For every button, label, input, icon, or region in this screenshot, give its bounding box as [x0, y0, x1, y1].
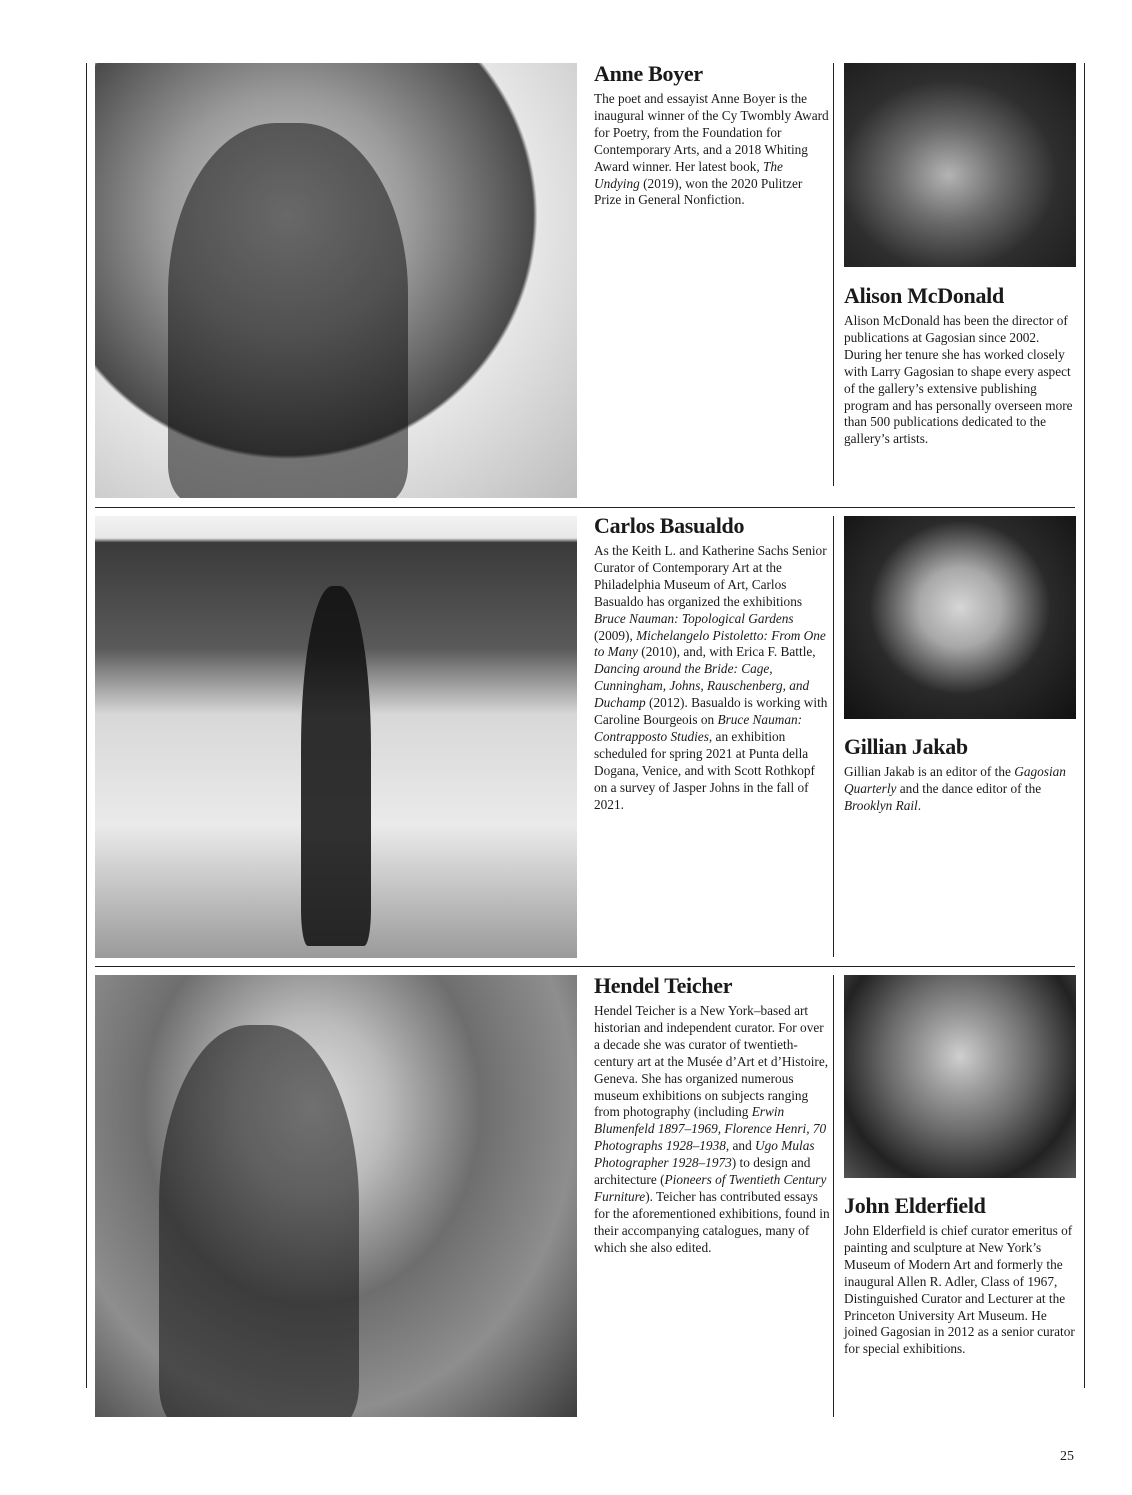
bio-segment: The poet and essayist Anne Boyer is the inaugural winner of the Cy Twombly Award for Poetry, from the Foundation for Contemporary Arts, and a 2018 Whiting Award winner. Her latest book,: [594, 91, 829, 174]
bio-segment: Gillian Jakab is an editor of the: [844, 764, 1015, 779]
work-title: Ugo Mulas Photographer 1928–1973: [594, 1138, 815, 1171]
work-title: Gagosian Quarterly: [844, 764, 1066, 796]
bio-segment: (2019), won the 2020 Pulitzer Prize in General Nonfiction.: [594, 175, 803, 208]
bio-carlos-basualdo: [594, 514, 830, 814]
row-divider: [95, 966, 1075, 967]
bio-segment: ) to design and architecture (: [594, 1155, 811, 1188]
bio-segment: (2010), and, with Erica F. Battle,: [637, 644, 816, 660]
bio-text: [594, 1003, 830, 1257]
bio-text: [844, 764, 1080, 815]
bio-segment: (2009),: [594, 627, 637, 643]
portrait-hendel-teicher: [95, 975, 577, 1417]
bio-john-elderfield: [844, 1194, 1080, 1358]
work-title: Dancing around the Bride: Cage, Cunningham, Johns, Rauschenberg, and Duchamp: [594, 661, 810, 711]
bio-gillian-jakab: [844, 735, 1080, 815]
column-rule: [833, 516, 834, 957]
bio-segment: , an exhibition scheduled for spring 2021 at Punta della Dogana, Venice, and with Scott Rothkopf on a survey of Jasper Johns in the fall of 2021.: [594, 728, 815, 812]
bio-anne-boyer: [594, 62, 830, 209]
bio-text: [844, 313, 1080, 448]
bio-hendel-teicher: [594, 974, 830, 1257]
work-title: The Undying: [594, 158, 783, 191]
bio-segment: .: [917, 797, 922, 813]
portrait-gillian-jakab: [844, 516, 1076, 719]
row-divider: [95, 507, 1075, 508]
person-name: John Elderfield: [844, 1193, 986, 1218]
bio-alison-mcdonald: [844, 284, 1080, 448]
person-name: Gillian Jakab: [844, 734, 968, 759]
work-title: Bruce Nauman: Contrapposto Studies: [594, 712, 803, 744]
person-name: Anne Boyer: [594, 61, 703, 86]
left-column-rule: [86, 63, 87, 1388]
work-title: Brooklyn Rail: [844, 797, 918, 813]
bio-segment: ). Teicher has contributed essays for the aforementioned exhibitions, found in their accompanying catalogues, many of which she also edited.: [594, 1188, 830, 1255]
page-number: 25: [1060, 1449, 1074, 1464]
person-name: Alison McDonald: [844, 283, 1004, 308]
portrait-john-elderfield: [844, 975, 1076, 1178]
work-title: Erwin Blumenfeld 1897–1969, Florence Henri, 70 Photographs 1928–1938: [594, 1104, 827, 1154]
column-rule: [833, 975, 834, 1417]
bio-segment: and the dance editor of the: [896, 780, 1042, 796]
person-name: Carlos Basualdo: [594, 513, 745, 538]
bio-text: [594, 91, 830, 209]
portrait-alison-mcdonald: [844, 63, 1076, 267]
work-title: Pioneers of Twentieth Century Furniture: [594, 1172, 827, 1204]
work-title: Bruce Nauman: Topological Gardens: [594, 610, 794, 626]
column-rule: [833, 63, 834, 486]
bio-segment: , and: [725, 1138, 756, 1154]
portrait-carlos-basualdo: [95, 516, 577, 958]
work-title: Michelangelo Pistoletto: From One to Many: [594, 627, 826, 660]
bio-segment: As the Keith L. and Katherine Sachs Senior Curator of Contemporary Art at the Philadelphia Museum of Art, Carlos Basualdo has organized the exhibitions: [594, 543, 827, 609]
bio-segment: Alison McDonald has been the director of publications at Gagosian since 2002. During her tenure she has worked closely with Larry Gagosian to shape every aspect of the gallery’s extensive publishing program and has personally overseen more than 500 publications dedicated to the gallery’s artists.: [844, 313, 1073, 447]
bio-text: [594, 543, 830, 814]
bio-segment: John Elderfield is chief curator emeritus of painting and sculpture at New York’s Museum of Modern Art and formerly the inaugural Allen R. Adler, Class of 1967, Distinguished Curator and Lecturer at the Princeton University Art Museum. He joined Gagosian in 2012 as a senior curator for special exhibitions.: [844, 1223, 1075, 1357]
right-column-rule: [1084, 63, 1085, 1388]
bio-segment: (2012). Basualdo is working with Caroline Bourgeois on: [594, 695, 828, 728]
person-name: Hendel Teicher: [594, 973, 733, 998]
bio-segment: Hendel Teicher is a New York–based art historian and independent curator. For over a decade she was curator of twentieth-century art at the Musée d’Art et d’Histoire, Geneva. She has organized numerous museum exhibitions on subjects ranging from photography (including: [594, 1003, 829, 1120]
bio-text: [844, 1223, 1080, 1358]
portrait-anne-boyer: [95, 63, 577, 498]
